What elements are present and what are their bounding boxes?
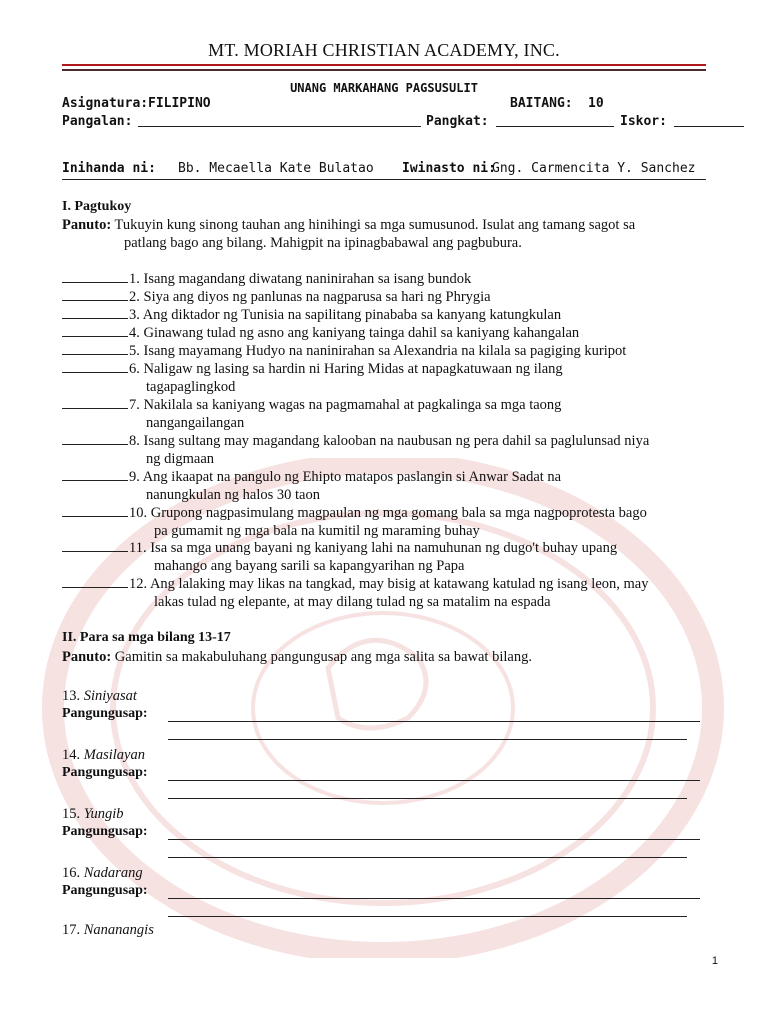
answer-blank[interactable]: [62, 288, 128, 301]
checked-value: Gng. Carmencita Y. Sanchez: [492, 161, 696, 176]
question-text-continued: ng digmaan: [146, 451, 215, 467]
vocab-word-row: [62, 806, 124, 823]
school-name: MT. MORIAH CHRISTIAN ACADEMY, INC.: [208, 40, 560, 60]
question-text: Isa sa mga unang bayani ng kaniyang lahi na namuhunan ng dugo't buhay upang: [150, 540, 618, 556]
question-text: Ang ikaapat na pangulo ng Ehipto matapos paslangin si Anwar Sadat na: [142, 469, 562, 485]
question-item: [62, 324, 712, 342]
subject-label: Asignatura:: [62, 96, 149, 111]
question-text: Isang sultang may magandang kalooban na naubusan ng pera dahil sa paglulunsad niya: [143, 433, 650, 449]
sentence-label: Pangungusap:: [62, 765, 148, 780]
question-number: 8.: [129, 433, 140, 449]
question-number: 2.: [129, 289, 140, 305]
question-number: 4.: [129, 325, 140, 341]
sentence-answer-line[interactable]: [168, 739, 687, 740]
answer-blank[interactable]: [62, 575, 128, 588]
question-number: 9.: [129, 469, 140, 485]
vocab-word: Masilayan: [83, 747, 145, 763]
question-number: 6.: [129, 361, 140, 377]
question-number: 10.: [129, 505, 148, 521]
sentence-answer-line[interactable]: [168, 798, 687, 799]
vocab-number: 14.: [62, 747, 81, 763]
question-text-continued: tagapaglingkod: [146, 379, 236, 395]
vocab-number: 13.: [62, 688, 81, 704]
question-item: [62, 306, 712, 324]
question-text: Ginawang tulad ng asno ang kaniyang tainga dahil sa kaniyang kahangalan: [143, 325, 580, 341]
info-divider: [62, 179, 706, 180]
question-item: [62, 539, 712, 575]
question-number: 12.: [129, 576, 148, 592]
sentence-label: Pangungusap:: [62, 706, 148, 721]
vocab-word-row: [62, 922, 154, 939]
sentence-label: Pangungusap:: [62, 824, 148, 839]
name-field[interactable]: [138, 126, 421, 127]
question-item: [62, 360, 712, 396]
question-number: 11.: [129, 540, 147, 556]
answer-blank[interactable]: [62, 468, 128, 481]
question-text-continued: nangangailangan: [146, 415, 245, 431]
sentence-label: Pangungusap:: [62, 883, 148, 898]
sentence-answer-line[interactable]: [168, 780, 700, 781]
question-text: Grupong nagpasimulang magpaulan ng mga gomang bala sa mga nagpoprotesta bago: [150, 505, 647, 521]
answer-blank[interactable]: [62, 539, 128, 552]
name-label: Pangalan:: [62, 114, 133, 129]
score-label: Iskor:: [620, 114, 667, 129]
grade-value: 10: [588, 96, 604, 111]
question-text: Siya ang diyos ng panlunas na nagparusa sa hari ng Phrygia: [143, 289, 491, 305]
section-label: Pangkat:: [426, 114, 489, 129]
vocab-word: Nadarang: [83, 865, 143, 881]
question-text: Ang diktador ng Tunisia na sapilitang pinababa sa kanyang katungkulan: [142, 307, 562, 323]
answer-blank[interactable]: [62, 270, 128, 283]
vocab-number: 15.: [62, 806, 81, 822]
vocab-word: Yungib: [83, 806, 124, 822]
header-rule-red: [62, 64, 706, 66]
question-number: 7.: [129, 397, 140, 413]
sentence-answer-line[interactable]: [168, 898, 700, 899]
question-item: [62, 504, 712, 540]
question-number: 1.: [129, 271, 140, 287]
grade-label: BAITANG:: [510, 96, 573, 111]
part2-instr-label: Panuto:: [62, 649, 112, 665]
part1-title: I. Pagtukoy: [62, 199, 132, 214]
question-text: Isang mayamang Hudyo na naninirahan sa Alexandria na kilala sa pagiging kuripot: [143, 343, 627, 359]
question-number: 5.: [129, 343, 140, 359]
question-text: Naligaw ng lasing sa hardin ni Haring Midas at napagkatuwaan ng ilang: [143, 361, 563, 377]
answer-blank[interactable]: [62, 342, 128, 355]
vocab-word: Nananangis: [83, 922, 154, 938]
question-item: [62, 396, 712, 432]
question-item: [62, 432, 712, 468]
answer-blank[interactable]: [62, 306, 128, 319]
vocab-number: 16.: [62, 865, 81, 881]
header-rule-dark: [62, 69, 706, 71]
prepared-label: Inihanda ni:: [62, 161, 156, 176]
part2-instructions: [62, 649, 532, 666]
question-text-continued: mahango ang bayang sarili sa kapangyarihan ng Papa: [154, 558, 465, 574]
sentence-answer-line[interactable]: [168, 916, 687, 917]
part1-instr-text1: Tukuyin kung sinong tauhan ang hinihingi sa mga sumusunod. Isulat ang tamang sagot sa: [114, 217, 636, 233]
question-text-continued: nanungkulan ng halos 30 taon: [146, 487, 320, 503]
exam-title: UNANG MARKAHANG PAGSUSULIT: [290, 81, 478, 95]
question-number: 3.: [129, 307, 140, 323]
score-field[interactable]: [674, 126, 744, 127]
sentence-answer-line[interactable]: [168, 721, 700, 722]
vocab-word-row: [62, 865, 143, 882]
section-field[interactable]: [496, 126, 614, 127]
question-item: [62, 342, 712, 360]
question-text: Nakilala sa kaniyang wagas na pagmamahal at pagkalinga sa mga taong: [143, 397, 562, 413]
subject-value: FILIPINO: [148, 96, 211, 111]
page-number: 1: [711, 955, 718, 967]
question-text: Isang magandang diwatang naninirahan sa isang bundok: [143, 271, 472, 287]
answer-blank[interactable]: [62, 324, 128, 337]
answer-blank[interactable]: [62, 396, 128, 409]
question-item: [62, 468, 712, 504]
answer-blank[interactable]: [62, 360, 128, 373]
question-text-continued: lakas tulad ng elepante, at may dilang tulad ng sa matalim na espada: [154, 594, 551, 610]
sentence-answer-line[interactable]: [168, 839, 700, 840]
vocab-word-row: [62, 688, 137, 705]
part1-instr-label: Panuto:: [62, 217, 112, 233]
part2-instr-text: Gamitin sa makabuluhang pangungusap ang mga salita sa bawat bilang.: [114, 649, 532, 665]
sentence-answer-line[interactable]: [168, 857, 687, 858]
part1-instructions-line1: [62, 217, 635, 234]
question-item: [62, 270, 712, 288]
part2-title: II. Para sa mga bilang 13-17: [62, 630, 231, 645]
prepared-value: Bb. Mecaella Kate Bulatao: [178, 161, 374, 176]
checked-label: Iwinasto ni:: [402, 161, 496, 176]
answer-blank[interactable]: [62, 432, 128, 445]
question-item: [62, 288, 712, 306]
vocab-number: 17.: [62, 922, 81, 938]
question-text: Ang lalaking may likas na tangkad, may bisig at katawang katulad ng isang leon, may: [149, 576, 649, 592]
vocab-word-row: [62, 747, 145, 764]
question-text-continued: pa gumamit ng mga bala na kumitil ng maraming buhay: [154, 523, 480, 539]
question-item: [62, 575, 712, 611]
part1-instructions-line2: patlang bago ang bilang. Mahigpit na ipinagbabawal ang pagbubura.: [124, 235, 522, 251]
vocab-word: Siniyasat: [83, 688, 137, 704]
answer-blank[interactable]: [62, 504, 128, 517]
